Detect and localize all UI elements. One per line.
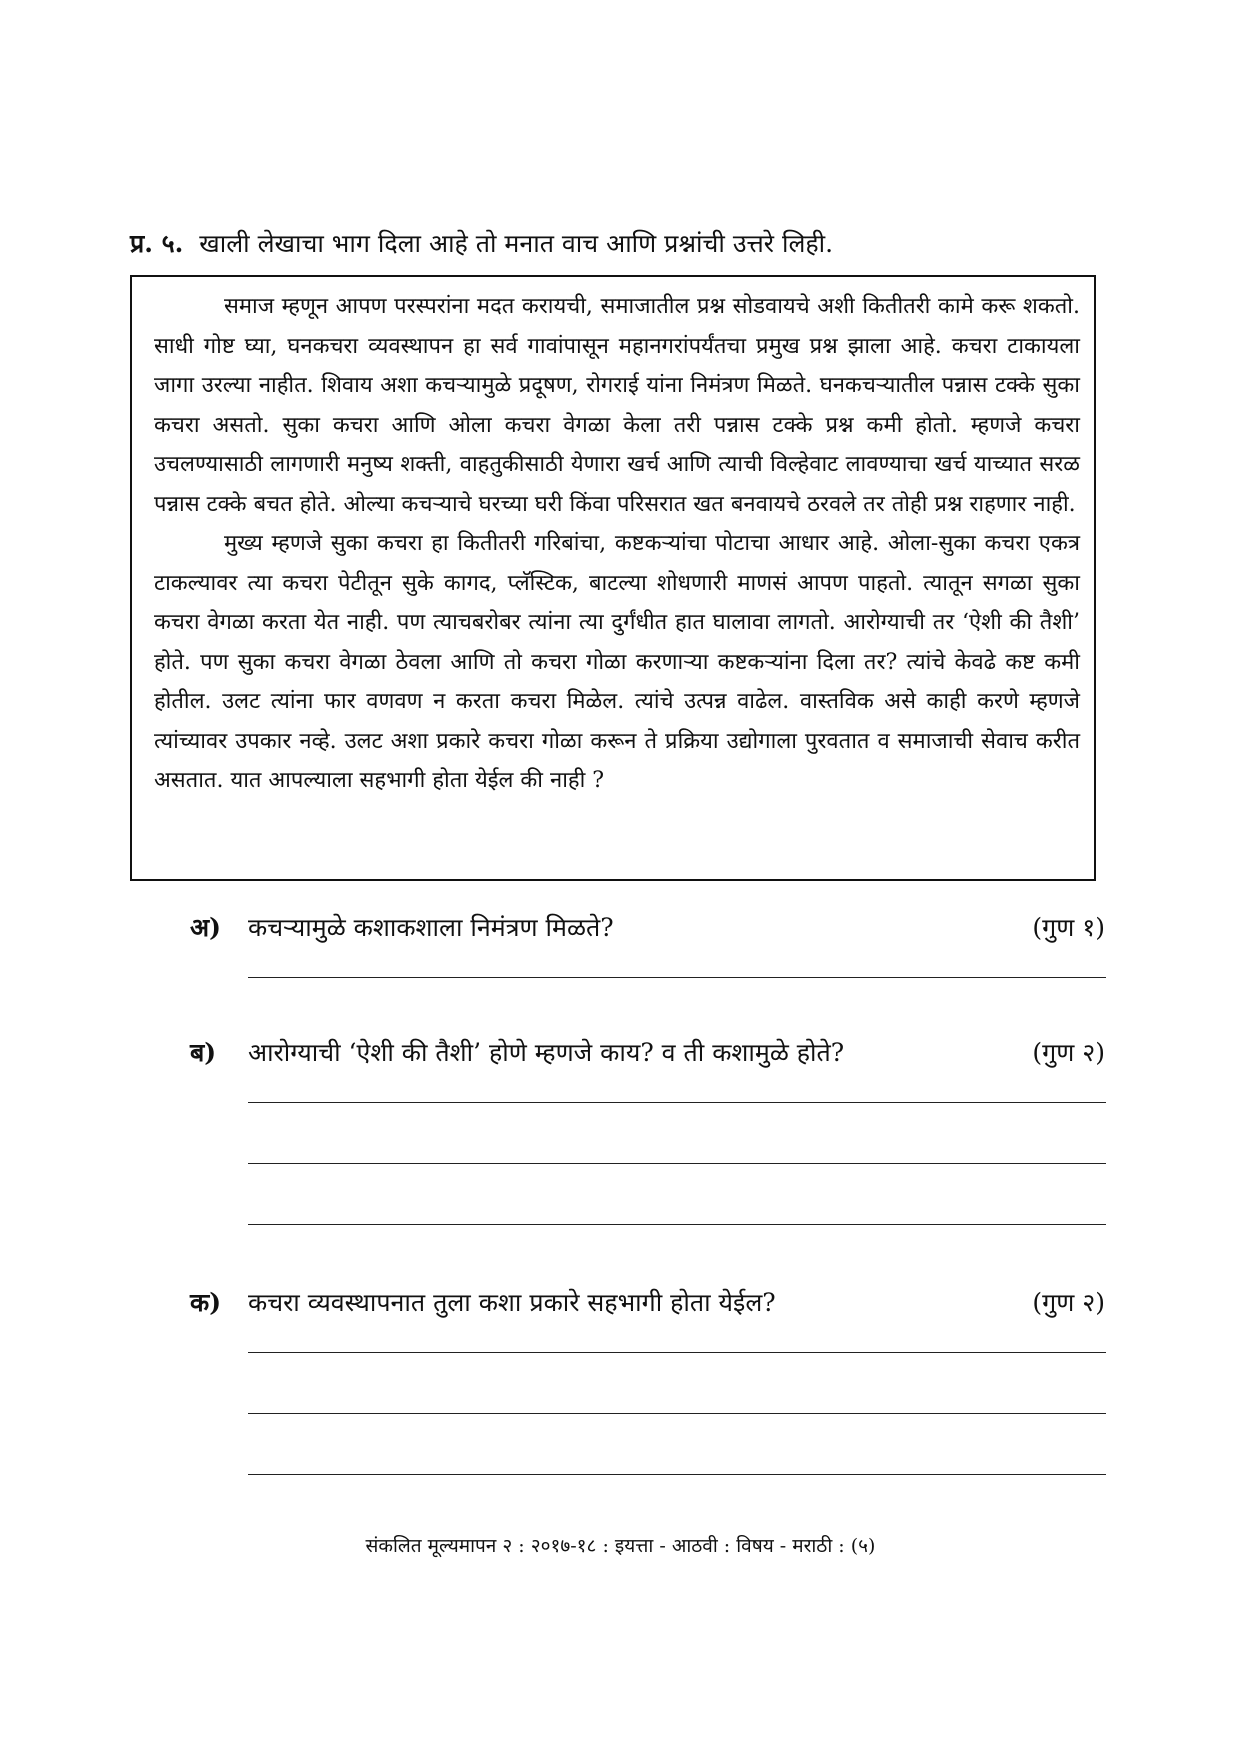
question-number: प्र. ५.: [130, 229, 184, 258]
sub-question-text: आरोग्याची ‘ऐशी की तैशी’ होणे म्हणजे काय? व ती कशामुळे होते?: [248, 1038, 845, 1067]
sub-question-marks: (गुण २): [1032, 1038, 1105, 1067]
sub-question-a: [190, 908, 1105, 948]
answer-line[interactable]: [248, 977, 1106, 978]
sub-question-letter: ब): [190, 1038, 217, 1067]
question-heading: [130, 226, 1120, 262]
sub-question-text: कचऱ्यामुळे कशाकशाला निमंत्रण मिळते?: [248, 913, 614, 942]
page-footer: संकलित मूल्यमापन २ : २०१७-१८ : इयत्ता - आठवी : विषय - मराठी : (५): [365, 1535, 876, 1557]
answer-line[interactable]: [248, 1474, 1106, 1475]
answer-line[interactable]: [248, 1102, 1106, 1103]
sub-question-letter: क): [190, 1288, 222, 1317]
answer-line[interactable]: [248, 1413, 1106, 1414]
sub-question-letter: अ): [190, 913, 221, 942]
sub-question-marks: (गुण १): [1032, 913, 1105, 942]
sub-question-text: कचरा व्यवस्थापनात तुला कशा प्रकारे सहभागी होता येईल?: [248, 1288, 776, 1317]
answer-line[interactable]: [248, 1352, 1106, 1353]
sub-question-b: [190, 1033, 1105, 1073]
passage-box: [130, 275, 1096, 881]
answer-line[interactable]: [248, 1224, 1106, 1225]
sub-question-marks: (गुण २): [1032, 1288, 1105, 1317]
passage-paragraph-1: समाज म्हणून आपण परस्परांना मदत करायची, समाजातील प्रश्न सोडवायचे अशी कितीतरी कामे करू शकतो. साधी गोष्ट घ्या, घनकचरा व्यवस्थापन हा सर्व गावांपासून महानगरांपर्यंतचा प्रमुख प्रश्न झाला आहे. कचरा टाकायला जागा उरल्या नाहीत. शिवाय अशा कचऱ्यामुळे प्रदूषण, रोगराई यांना निमंत्रण मिळते. घनकचऱ्यातील पन्नास टक्के सुका कचरा असतो. सुका कचरा आणि ओला कचरा वेगळा केला तरी पन्नास टक्के प्रश्न कमी होतो. म्हणजे कचरा उचलण्यासाठी लागणारी मनुष्य शक्ती, वाहतुकीसाठी येणारा खर्च आणि त्याची विल्हेवाट लावण्याचा खर्च याच्यात सरळ पन्नास टक्के बचत होते. ओल्या कचऱ्याचे घरच्या घरी किंवा परिसरात खत बनवायचे ठरवले तर तोही प्रश्न राहणार नाही.: [154, 294, 1080, 517]
question-instruction: खाली लेखाचा भाग दिला आहे तो मनात वाच आणि प्रश्नांची उत्तरे लिही.: [199, 229, 834, 258]
answer-line[interactable]: [248, 1163, 1106, 1164]
passage-paragraph-2: मुख्य म्हणजे सुका कचरा हा कितीतरी गरिबांचा, कष्टकऱ्यांचा पोटाचा आधार आहे. ओला-सुका कचरा एकत्र टाकल्यावर त्या कचरा पेटीतून सुके कागद, प्लॅस्टिक, बाटल्या शोधणारी माणसं आपण पाहतो. त्यातून सगळा सुका कचरा वेगळा करता येत नाही. पण त्याचबरोबर त्यांना त्या दुर्गंधीत हात घालावा लागतो. आरोग्याची तर ‘ऐशी की तैशी’ होते. पण सुका कचरा वेगळा ठेवला आणि तो कचरा गोळा करणाऱ्या कष्टकऱ्यांना दिला तर? त्यांचे केवढे कष्ट कमी होतील. उलट त्यांना फार वणवण न करता कचरा मिळेल. त्यांचे उत्पन्न वाढेल. वास्तविक असे काही करणे म्हणजे त्यांच्यावर उपकार नव्हे. उलट अशा प्रकारे कचरा गोळा करून ते प्रक्रिया उद्योगाला पुरवतात व समाजाची सेवाच करीत असतात. यात आपल्याला सहभागी होता येईल की नाही ?: [154, 531, 1080, 793]
sub-question-c: [190, 1283, 1105, 1323]
